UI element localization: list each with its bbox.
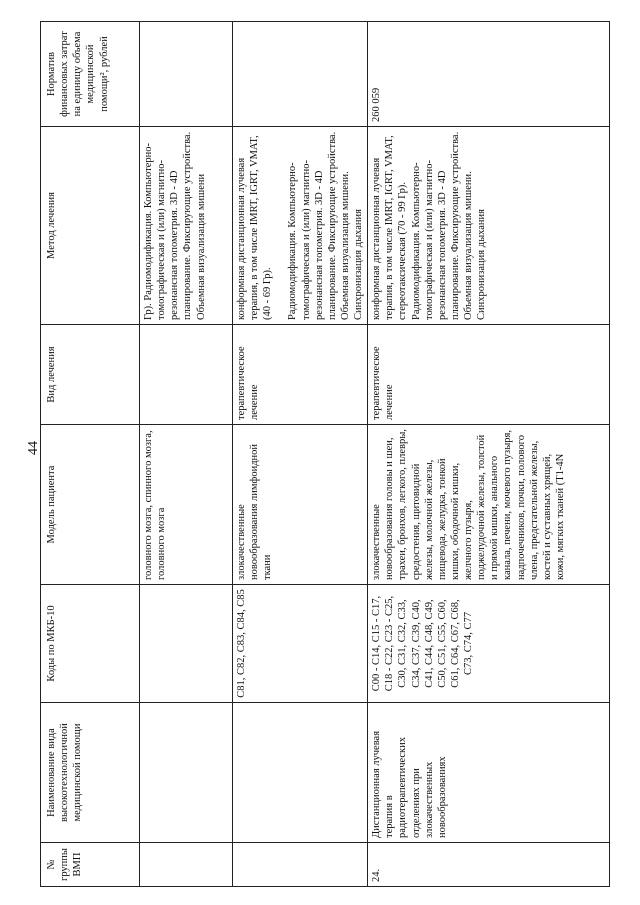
cell-group bbox=[140, 843, 233, 887]
cell-group: 24. bbox=[368, 843, 610, 887]
header-codes: Коды по МКБ-10 bbox=[41, 585, 140, 703]
cell-codes bbox=[140, 585, 233, 703]
header-group: № группы ВМП bbox=[41, 843, 140, 887]
table-frame bbox=[40, 22, 617, 887]
table-row bbox=[368, 22, 610, 887]
cell-method bbox=[140, 127, 233, 325]
table-row bbox=[233, 22, 368, 887]
method-text: конформная дистанционная лучевая терапия, в том числе IMRT, IGRT, VMAT, стереотаксическая (70 - 99 Гр). Радиомодификация. Компьютерно-томографическая и (или) магнитно-резонансная топометрия. 3D - 4D планирование. Фиксирующие устройства. Объемная визуализация мишени. Синхронизация дыхания bbox=[371, 131, 488, 320]
header-row bbox=[41, 22, 140, 887]
cell-norm: 260 059 bbox=[368, 22, 610, 127]
header-type: Вид лечения bbox=[41, 325, 140, 425]
cell-model: головного мозга, спинного мозга, головного мозга bbox=[140, 425, 233, 585]
cell-name bbox=[233, 703, 368, 843]
header-name: Наименование вида высокотехнологичной медицинской помощи bbox=[41, 703, 140, 843]
rotated-table-container bbox=[40, 22, 617, 887]
method-text: конформная дистанционная лучевая терапия, в том числе IMRT, IGRT, VMAT, (40 - 69 Гр). bbox=[236, 135, 274, 320]
cell-model: злокачественные новообразования лимфоидной ткани bbox=[233, 425, 368, 585]
cell-type: терапевтическое лечение bbox=[368, 325, 610, 425]
cell-name: Дистанционная лучевая терапия в радиотерапевтических отделениях при злокачественных новообразованиях bbox=[368, 703, 610, 843]
cell-norm bbox=[233, 22, 368, 127]
header-method: Метод лечения bbox=[41, 127, 140, 325]
cell-codes: C81, C82, C83, C84, C85 bbox=[233, 585, 368, 703]
table-row bbox=[140, 22, 233, 887]
page-number: 44 bbox=[26, 441, 41, 455]
method-text-continued: Радиомодификация. Компьютерно-томографическая и (или) магнитно-резонансная топометрия. 3D - 4D планирование. Фиксирующие устройства. Объемная визуализация мишени. Синхронизация дыхания bbox=[287, 131, 364, 320]
cell-method bbox=[368, 127, 610, 325]
vmp-table bbox=[40, 21, 610, 887]
method-text: Гр). Радиомодификация. Компьютерно-томографическая и (или) магнитно-резонансная топометрия. 3D - 4D планирование. Фиксирующие устройства. Объемная визуализация мишени bbox=[143, 131, 207, 320]
cell-norm bbox=[140, 22, 233, 127]
cell-name bbox=[140, 703, 233, 843]
cell-type: терапевтическое лечение bbox=[233, 325, 368, 425]
cell-method bbox=[233, 127, 368, 325]
cell-model: злокачественные новообразования головы и шеи, трахеи, бронхов, легкого, плевры, средостения, щитовидной железы, молочной железы, пищевода, желудка, тонкой кишки, ободочной кишки, желчного пузыря, поджелудочной железы, толстой и прямой кишки, анального канала, печени, мочевого пузыря, надпочечников, почки, полового члена, предстательной железы, костей и суставных хрящей, кожи, мягких тканей (T1-4N bbox=[368, 425, 610, 585]
header-norm: Норматив финансовых затрат на единицу объема медицинской помощи², рублей bbox=[41, 22, 140, 127]
cell-group bbox=[233, 843, 368, 887]
cell-type bbox=[140, 325, 233, 425]
header-model: Модель пациента bbox=[41, 425, 140, 585]
cell-codes: C00 - C14, C15 - C17, C18 - C22, C23 - C25, C30, C31, C32, C33, C34, C37, C39, C40, C41, C44, C48, C49, C50, C51, C55, C60, C61, C64, C67, C68, C73, C74, C77 bbox=[368, 585, 610, 703]
